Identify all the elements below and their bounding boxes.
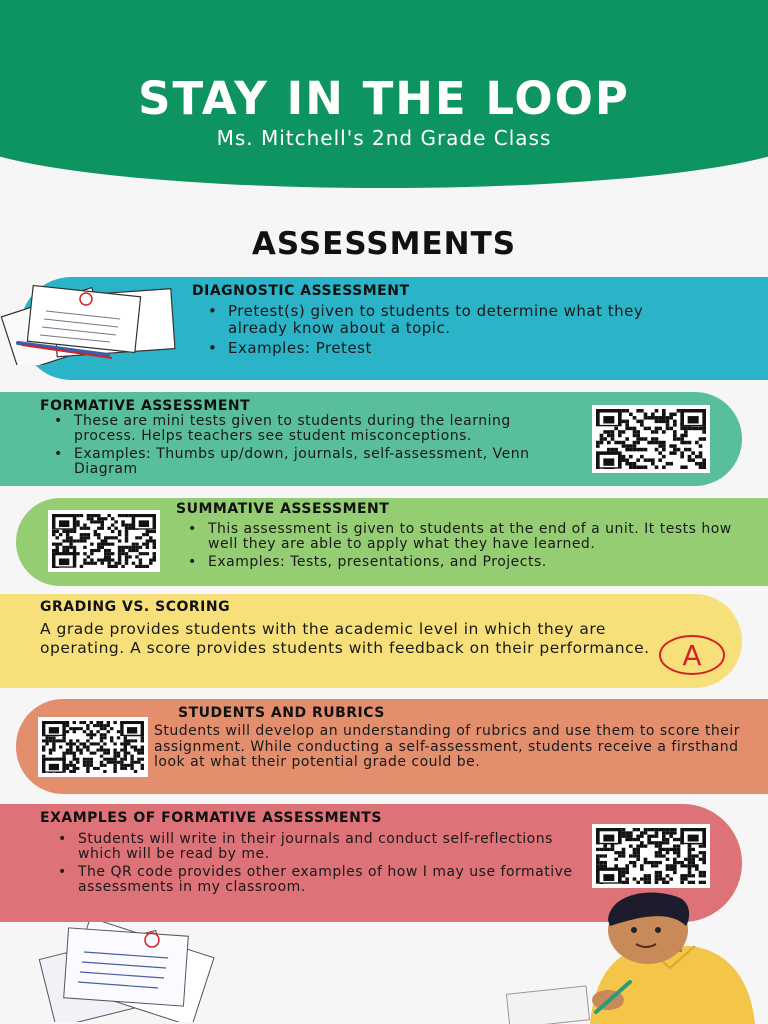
examples-list <box>56 832 576 898</box>
examples-heading: EXAMPLES OF FORMATIVE ASSESSMENTS <box>40 810 382 826</box>
grading-band <box>0 594 742 688</box>
rubrics-text: Students will develop an understanding of rubrics and use them to score their assignment. While conducting a self-assessment, students receive a firsthand look at what their potential grade could be. <box>154 723 741 770</box>
list-item: • The QR code provides other examples of how I may use formative assessments in my classroom. <box>56 865 576 895</box>
section-title: ASSESSMENTS <box>251 226 517 262</box>
rubrics-heading: STUDENTS AND RUBRICS <box>178 705 385 721</box>
diagnostic-heading: DIAGNOSTIC ASSESSMENT <box>192 283 410 299</box>
qr-code-icon[interactable] <box>38 717 148 777</box>
list-item: • Examples: Tests, presentations, and Projects. <box>186 555 754 570</box>
formative-heading: FORMATIVE ASSESSMENT <box>40 398 251 414</box>
qr-code-icon[interactable] <box>592 824 710 888</box>
list-item: • These are mini tests given to students during the learning process. Helps teachers see student misconceptions. <box>52 414 572 444</box>
qr-code-icon[interactable] <box>592 405 710 473</box>
list-item: • Examples: Thumbs up/down, journals, self-assessment, Venn Diagram <box>52 447 572 477</box>
summative-heading: SUMMATIVE ASSESSMENT <box>176 501 390 517</box>
list-item: • Examples: Pretest <box>206 340 676 357</box>
grade-mark: A <box>682 639 702 672</box>
formative-list <box>52 414 572 480</box>
grading-heading: GRADING VS. SCORING <box>40 599 231 615</box>
summative-band <box>16 498 768 586</box>
list-item: • Students will write in their journals and conduct self-reflections which will be read by me. <box>56 832 576 862</box>
list-item: • Pretest(s) given to students to determine what they already know about a topic. <box>206 303 676 337</box>
list-item: • This assessment is given to students at the end of a unit. It tests how well they are able to apply what they have learned. <box>186 522 754 552</box>
student-icon <box>500 890 768 1024</box>
page-title: STAY IN THE LOOP <box>138 72 630 125</box>
qr-code-icon[interactable] <box>48 510 160 572</box>
diagnostic-list <box>206 303 676 360</box>
summative-list <box>186 522 754 573</box>
grading-text: A grade provides students with the academic level in which they are operating. A score provides students with feedback on their performance. <box>40 620 650 657</box>
page-subtitle: Ms. Mitchell's 2nd Grade Class <box>216 126 552 150</box>
rubrics-band <box>16 699 768 794</box>
grade-a-icon <box>652 630 732 680</box>
papers-icon <box>0 285 180 365</box>
papers-icon <box>28 922 228 1022</box>
formative-band <box>0 392 742 486</box>
